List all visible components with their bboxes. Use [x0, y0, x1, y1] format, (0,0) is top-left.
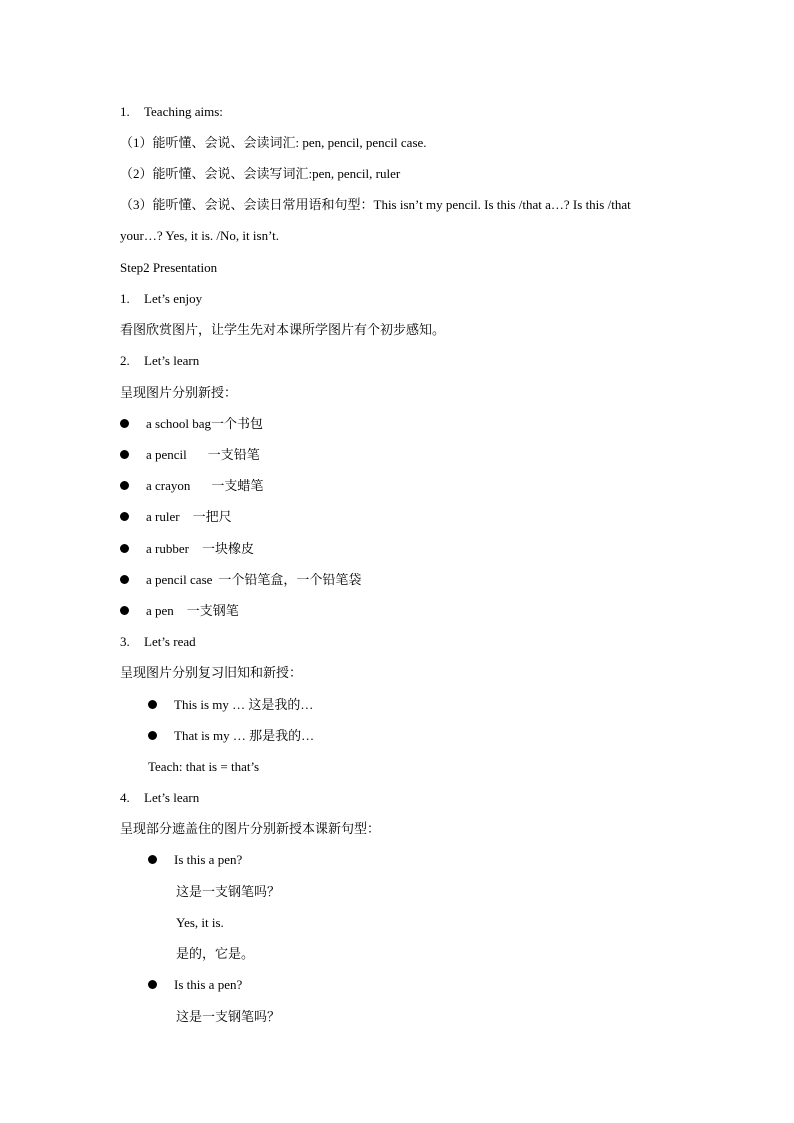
dialog-1-answer: Yes, it is.: [176, 915, 224, 930]
learn2-title: Let’s learn: [144, 790, 200, 805]
learn-title: Let’s learn: [144, 353, 200, 368]
bullet-icon: [120, 512, 129, 521]
read-item: [148, 697, 684, 713]
enjoy-number: 1.: [120, 291, 130, 306]
bullet-icon: [148, 855, 157, 864]
bullet-icon: [120, 419, 129, 428]
aims-heading: [120, 104, 684, 120]
vocab-item: [120, 572, 684, 588]
vocab-zh: 一支蜡笔: [211, 478, 264, 493]
aims-number: 1.: [120, 104, 130, 119]
vocab-en: a ruler: [146, 509, 180, 524]
read-item-text: This is my … 这是我的…: [174, 697, 314, 712]
read-title: Let’s read: [144, 634, 196, 649]
read-item-text: That is my … 那是我的…: [174, 728, 315, 743]
step2-heading: Step2 Presentation: [120, 260, 218, 275]
vocab-zh: 一支钢笔: [186, 603, 239, 618]
learn2-heading: [120, 790, 684, 806]
read-number: 3.: [120, 634, 130, 649]
vocab-zh: 一支铅笔: [207, 447, 260, 462]
enjoy-description: 看图欣赏图片，让学生先对本课所学图片有个初步感知。: [120, 322, 446, 337]
vocab-zh: 一个铅笔盒，一个铅笔袋: [218, 572, 362, 587]
bullet-icon: [120, 575, 129, 584]
learn2-number: 4.: [120, 790, 130, 805]
dialog-2-question-zh: 这是一支钢笔吗？: [176, 1009, 281, 1024]
bullet-icon: [148, 700, 157, 709]
bullet-icon: [120, 544, 129, 553]
learn-number: 2.: [120, 353, 130, 368]
read-description: 呈现图片分别复习旧知和新授：: [120, 665, 303, 680]
vocab-zh: 一块橡皮: [201, 541, 254, 556]
teach-note: Teach: that is = that’s: [148, 759, 260, 774]
learn-heading: [120, 353, 684, 369]
bullet-icon: [148, 980, 157, 989]
learn2-description: 呈现部分遮盖住的图片分别新授本课新句型：: [120, 821, 381, 836]
dialog-1-question: [148, 852, 684, 868]
bullet-icon: [120, 450, 129, 459]
vocab-en: a crayon: [146, 478, 191, 493]
vocab-item: [120, 416, 684, 432]
vocab-zh: 一把尺: [192, 509, 232, 524]
read-heading: [120, 634, 684, 650]
dialog-1-question-zh: 这是一支钢笔吗？: [176, 884, 281, 899]
aim-3-line-1: （3）能听懂、会说、会读日常用语和句型：This isn’t my pencil. Is this /that a…? Is this /that: [120, 197, 631, 212]
dialog-question-text: Is this a pen?: [174, 852, 243, 867]
learn-description: 呈现图片分别新授：: [120, 385, 238, 400]
aim-2: （2）能听懂、会说、会读写词汇:pen, pencil, ruler: [120, 166, 401, 181]
vocab-en: a rubber: [146, 541, 189, 556]
dialog-2-question: [148, 977, 684, 993]
bullet-icon: [120, 606, 129, 615]
vocab-zh: 一个书包: [210, 416, 263, 431]
vocab-item: [120, 541, 684, 557]
vocab-item: [120, 447, 684, 463]
aims-title: Teaching aims:: [144, 104, 223, 119]
vocab-item: [120, 478, 684, 494]
dialog-question-text: Is this a pen?: [174, 977, 243, 992]
bullet-icon: [148, 731, 157, 740]
vocab-en: a school bag: [146, 416, 211, 431]
vocab-en: a pencil case: [146, 572, 213, 587]
vocab-en: a pencil: [146, 447, 187, 462]
vocab-item: [120, 603, 684, 619]
read-item: [148, 728, 684, 744]
aim-3-line-2: your…? Yes, it is. /No, it isn’t.: [120, 228, 280, 243]
enjoy-heading: [120, 291, 684, 307]
bullet-icon: [120, 481, 129, 490]
aim-1: （1）能听懂、会说、会读词汇: pen, pencil, pencil case.: [120, 135, 427, 150]
vocab-item: [120, 509, 684, 525]
vocab-en: a pen: [146, 603, 174, 618]
enjoy-title: Let’s enjoy: [144, 291, 203, 306]
dialog-1-answer-zh: 是的，它是。: [176, 946, 255, 961]
